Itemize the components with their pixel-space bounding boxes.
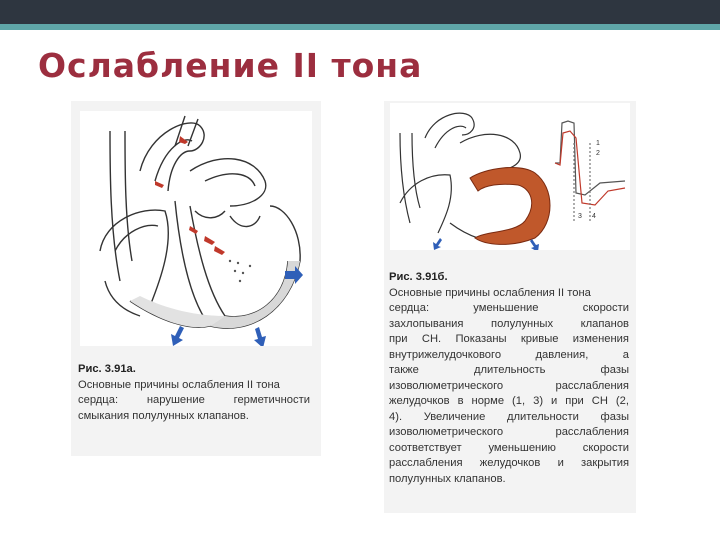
caption-b-line: Основные причины ослабления II тона	[389, 286, 591, 299]
caption-a-line: сердца: нарушение герметичности	[78, 394, 310, 406]
figure-b-label: Рис. 3.91б.	[389, 271, 448, 283]
caption-b-line: желудочков в норме (1, 3) и при СН (2,	[389, 395, 629, 407]
figure-a-label: Рис. 3.91а.	[78, 363, 136, 375]
caption-b-line: соответствует уменьшению скорости	[389, 441, 629, 454]
curve-label-1: 1	[596, 140, 600, 147]
slide-title: Ослабление II тона	[38, 46, 423, 85]
caption-b-line: при СН. Показаны кривые изменения	[389, 333, 629, 345]
caption-b-line: изоволюметрического расслабления	[389, 426, 629, 438]
caption-b-line: сердца: уменьшение скорости	[389, 302, 629, 314]
curve-label-4: 4	[592, 213, 596, 220]
caption-b-line: полулунных клапанов.	[389, 472, 506, 485]
heart-diagram-a	[80, 111, 312, 346]
caption-a-line: Основные причины ослабления II тона	[78, 378, 280, 391]
caption-b-line: внутрижелудочкового давления, а	[389, 348, 629, 361]
curve-label-3: 3	[578, 213, 582, 220]
caption-b-line: также длительность фазы	[389, 364, 629, 376]
top-bar	[0, 0, 720, 24]
top-bar-accent	[0, 24, 720, 30]
figure-a-caption	[78, 362, 310, 424]
caption-b-line: захлопывания полулунных клапанов	[389, 317, 629, 330]
curve-label-2: 2	[596, 150, 600, 157]
caption-b-line: 4). Увеличение длительности фазы	[389, 410, 629, 423]
caption-b-line: изоволюметрического расслабления	[389, 379, 629, 392]
caption-a-line: смыкания полулунных клапанов.	[78, 409, 249, 422]
heart-diagram-b	[390, 103, 630, 250]
figure-b-caption	[389, 270, 629, 487]
caption-b-line: расслабления желудочков и закрытия	[389, 457, 629, 469]
